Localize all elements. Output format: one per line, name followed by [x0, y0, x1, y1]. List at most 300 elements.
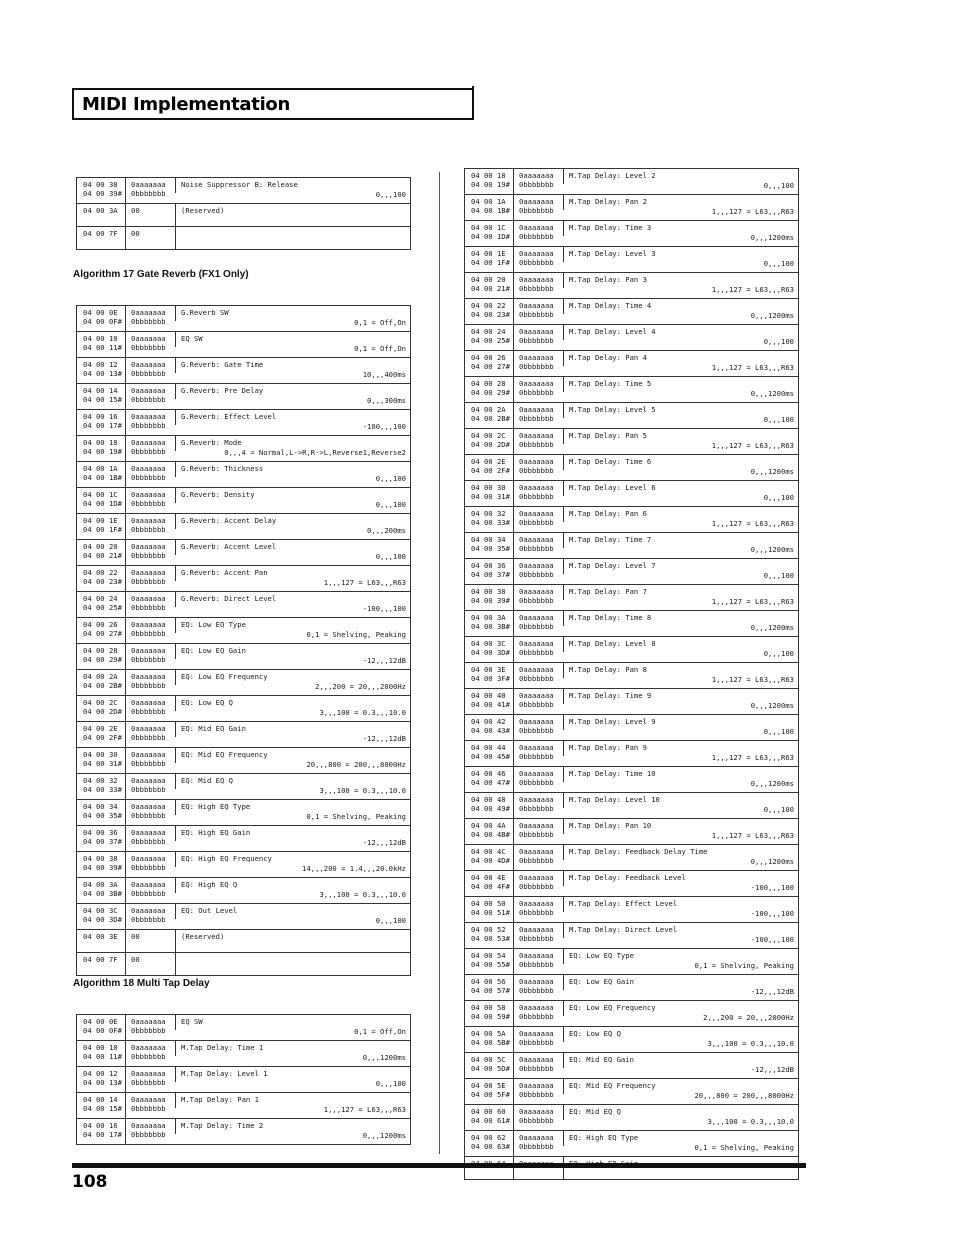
table-row — [465, 1026, 798, 1052]
data-bits-cell: 0aaaaaaa 0bbbbbbb — [519, 301, 554, 319]
data-bits-cell: 0aaaaaaa 0bbbbbbb — [131, 412, 166, 430]
data-bits-cell: 0aaaaaaa 0bbbbbbb — [519, 743, 554, 761]
cell-divider — [125, 566, 126, 591]
address-cell: 04 00 3E 04 00 3F# — [471, 665, 510, 683]
param-table-top — [76, 177, 411, 250]
data-bits-cell: 00 — [131, 955, 140, 964]
table-row — [77, 643, 410, 669]
data-bits-cell: 00 — [131, 229, 140, 238]
cell-divider — [125, 514, 126, 539]
table-row — [77, 226, 410, 249]
data-bits-cell: 0aaaaaaa 0bbbbbbb — [519, 847, 554, 865]
description-cell: M.Tap Delay: Pan 5 — [569, 431, 647, 440]
cell-divider — [563, 663, 564, 678]
description-cell: EQ: High EQ Type — [569, 1133, 639, 1142]
table-row — [77, 383, 410, 409]
value-range-cell: 0,,,1200ms — [362, 1053, 406, 1062]
data-bits-cell: 0aaaaaaa 0bbbbbbb — [131, 594, 166, 612]
address-cell: 04 00 16 04 00 17# — [83, 1121, 122, 1139]
data-bits-cell: 0aaaaaaa 0bbbbbbb — [519, 665, 554, 683]
data-bits-cell: 0aaaaaaa 0bbbbbbb — [519, 405, 554, 423]
cell-divider — [125, 722, 126, 747]
data-bits-cell: 0aaaaaaa 0bbbbbbb — [519, 171, 554, 189]
data-bits-cell: 0aaaaaaa 0bbbbbbb — [131, 854, 166, 872]
address-cell: 04 00 46 04 00 47# — [471, 769, 510, 787]
description-cell: (Reserved) — [181, 206, 225, 215]
table-row — [77, 799, 410, 825]
data-bits-cell: 0aaaaaaa 0bbbbbbb — [519, 1003, 554, 1021]
cell-divider — [125, 178, 126, 203]
data-bits-cell: 0aaaaaaa 0bbbbbbb — [131, 1043, 166, 1061]
description-cell: M.Tap Delay: Pan 3 — [569, 275, 647, 284]
data-bits-cell: 0aaaaaaa 0bbbbbbb — [131, 180, 166, 198]
cell-divider — [125, 774, 126, 799]
cell-divider — [175, 384, 176, 399]
cell-divider — [125, 904, 126, 929]
table-bottom-rule — [77, 975, 410, 976]
value-range-cell: 0,,,1200ms — [750, 233, 794, 242]
table-row — [465, 844, 798, 870]
cell-divider — [563, 975, 564, 990]
table-row — [77, 695, 410, 721]
table-bottom-rule — [77, 1144, 410, 1145]
description-cell: M.Tap Delay: Level 9 — [569, 717, 656, 726]
data-bits-cell: 0aaaaaaa 0bbbbbbb — [131, 360, 166, 378]
description-cell: EQ: Low EQ Type — [181, 620, 246, 629]
address-cell: 04 00 10 04 00 11# — [83, 1043, 122, 1061]
cell-divider — [513, 949, 514, 974]
cell-divider — [175, 878, 176, 893]
description-cell: M.Tap Delay: Level 10 — [569, 795, 660, 804]
cell-divider — [125, 227, 126, 249]
table-row — [465, 1078, 798, 1104]
cell-divider — [125, 953, 126, 975]
cell-divider — [563, 715, 564, 730]
description-cell: G.Reverb: Accent Pan — [181, 568, 268, 577]
description-cell: M.Tap Delay: Level 5 — [569, 405, 656, 414]
data-bits-cell: 0aaaaaaa 0bbbbbbb — [131, 308, 166, 326]
address-cell: 04 00 24 04 00 25# — [471, 327, 510, 345]
cell-divider — [513, 845, 514, 870]
cell-divider — [175, 592, 176, 607]
cell-divider — [563, 1157, 564, 1179]
address-cell: 04 00 3C 04 00 3D# — [83, 906, 122, 924]
cell-divider — [563, 507, 564, 522]
cell-divider — [125, 332, 126, 357]
description-cell: EQ: Low EQ Frequency — [181, 672, 268, 681]
data-bits-cell: 0aaaaaaa 0bbbbbbb — [131, 1121, 166, 1139]
table-row — [77, 747, 410, 773]
table-row — [77, 721, 410, 747]
address-cell: 04 00 4C 04 00 4D# — [471, 847, 510, 865]
value-range-cell: 0,,,4 = Normal,L->R,R->L,Reverse1,Reverse2 — [224, 448, 406, 457]
data-bits-cell: 0aaaaaaa 0bbbbbbb — [519, 275, 554, 293]
param-table-alg18 — [76, 1014, 411, 1145]
table-row — [77, 1118, 410, 1144]
table-row — [465, 610, 798, 636]
cell-divider — [563, 845, 564, 860]
cell-divider — [513, 351, 514, 376]
table-row — [465, 506, 798, 532]
table-row — [465, 376, 798, 402]
data-bits-cell: 0aaaaaaa 0bbbbbbb — [519, 1107, 554, 1125]
data-bits-cell: 0aaaaaaa 0bbbbbbb — [131, 620, 166, 638]
address-cell: 04 00 28 04 00 29# — [83, 646, 122, 664]
table-row — [77, 877, 410, 903]
description-cell: M.Tap Delay: Level 7 — [569, 561, 656, 570]
data-bits-cell: 0aaaaaaa 0bbbbbbb — [131, 906, 166, 924]
value-range-cell: -12,,,12dB — [362, 734, 406, 743]
cell-divider — [513, 507, 514, 532]
cell-divider — [563, 871, 564, 886]
cell-divider — [513, 1053, 514, 1078]
description-cell: G.Reverb: Accent Level — [181, 542, 277, 551]
cell-divider — [175, 1093, 176, 1108]
data-bits-cell: 0aaaaaaa 0bbbbbbb — [519, 1029, 554, 1047]
cell-divider — [513, 481, 514, 506]
data-bits-cell: 0aaaaaaa 0bbbbbbb — [519, 639, 554, 657]
description-cell: EQ: Low EQ Gain — [569, 977, 634, 986]
value-range-cell: 0,,,1200ms — [750, 545, 794, 554]
table-bottom-rule — [465, 1179, 798, 1180]
address-cell: 04 00 38 04 00 39# — [83, 854, 122, 872]
address-cell: 04 00 0E 04 00 0F# — [83, 308, 122, 326]
data-bits-cell: 0aaaaaaa 0bbbbbbb — [131, 542, 166, 560]
table-bottom-rule — [77, 249, 410, 250]
address-cell: 04 00 48 04 00 49# — [471, 795, 510, 813]
address-cell: 04 00 36 04 00 37# — [471, 561, 510, 579]
table-alg18 — [76, 1014, 411, 1145]
data-bits-cell: 0aaaaaaa 0bbbbbbb — [519, 587, 554, 605]
cell-divider — [513, 819, 514, 844]
data-bits-cell: 0aaaaaaa 0bbbbbbb — [519, 873, 554, 891]
address-cell: 04 00 7F — [83, 229, 118, 238]
address-cell: 04 00 10 04 00 11# — [83, 334, 122, 352]
description-cell: M.Tap Delay: Pan 9 — [569, 743, 647, 752]
address-cell: 04 00 24 04 00 25# — [83, 594, 122, 612]
description-cell: G.Reverb: Effect Level — [181, 412, 277, 421]
description-cell: M.Tap Delay: Pan 10 — [569, 821, 652, 830]
cell-divider — [125, 852, 126, 877]
cell-divider — [175, 227, 176, 249]
data-bits-cell: 0aaaaaaa 0bbbbbbb — [519, 795, 554, 813]
data-bits-cell: 0aaaaaaa 0bbbbbbb — [519, 1081, 554, 1099]
cell-divider — [125, 540, 126, 565]
cell-divider — [563, 403, 564, 418]
cell-divider — [513, 585, 514, 610]
value-range-cell: 0,,,100 — [375, 500, 406, 509]
cell-divider — [563, 351, 564, 366]
value-range-cell: 0,,,100 — [763, 805, 794, 814]
description-cell: M.Tap Delay: Feedback Level — [569, 873, 686, 882]
cell-divider — [125, 462, 126, 487]
table-row — [77, 617, 410, 643]
table-row — [77, 331, 410, 357]
value-range-cell: 3,,,100 = 0.3,,,10.0 — [707, 1039, 794, 1048]
description-cell: EQ: High EQ Frequency — [181, 854, 272, 863]
address-cell: 04 00 12 04 00 13# — [83, 1069, 122, 1087]
cell-divider — [563, 767, 564, 782]
address-cell: 04 00 36 04 00 37# — [83, 828, 122, 846]
value-range-cell: 0,,,1200ms — [750, 779, 794, 788]
value-range-cell: -12,,,12dB — [362, 656, 406, 665]
table-row — [77, 177, 410, 203]
address-cell: 04 00 14 04 00 15# — [83, 386, 122, 404]
value-range-cell: 0,,,100 — [763, 415, 794, 424]
address-cell: 04 00 60 04 00 61# — [471, 1107, 510, 1125]
value-range-cell: 1,,,127 = L63,,,R63 — [711, 597, 794, 606]
cell-divider — [125, 306, 126, 331]
table-row — [465, 168, 798, 194]
description-cell: EQ: Low EQ Q — [569, 1029, 621, 1038]
data-bits-cell: 0aaaaaaa 0bbbbbbb — [131, 646, 166, 664]
table-row — [465, 766, 798, 792]
cell-divider — [125, 878, 126, 903]
data-bits-cell: 00 — [131, 932, 140, 941]
value-range-cell: 0,,,100 — [763, 259, 794, 268]
value-range-cell: 3,,,100 = 0.3,,,10.0 — [707, 1117, 794, 1126]
cell-divider — [175, 566, 176, 581]
description-cell: M.Tap Delay: Pan 6 — [569, 509, 647, 518]
cell-divider — [513, 1131, 514, 1156]
data-bits-cell: 0aaaaaaa 0bbbbbbb — [519, 535, 554, 553]
cell-divider — [175, 670, 176, 685]
cell-divider — [513, 663, 514, 688]
cell-divider — [175, 930, 176, 952]
table-row — [77, 929, 410, 952]
cell-divider — [125, 1015, 126, 1040]
value-range-cell: 0,,,1200ms — [750, 701, 794, 710]
address-cell: 04 00 54 04 00 55# — [471, 951, 510, 969]
address-cell: 04 00 1E 04 00 1F# — [471, 249, 510, 267]
cell-divider — [513, 689, 514, 714]
cell-divider — [125, 670, 126, 695]
address-cell: 04 00 14 04 00 15# — [83, 1095, 122, 1113]
value-range-cell: 14,,,200 = 1.4,,,20.0kHz — [302, 864, 406, 873]
table-row — [465, 974, 798, 1000]
cell-divider — [563, 1131, 564, 1146]
cell-divider — [513, 741, 514, 766]
cell-divider — [125, 826, 126, 851]
description-cell: M.Tap Delay: Pan 8 — [569, 665, 647, 674]
address-cell: 04 00 20 04 00 21# — [471, 275, 510, 293]
value-range-cell: -100,,,100 — [362, 604, 406, 613]
cell-divider — [175, 1041, 176, 1056]
description-cell: G.Reverb: Density — [181, 490, 255, 499]
table-row — [465, 480, 798, 506]
cell-divider — [175, 514, 176, 529]
description-cell: EQ SW — [181, 334, 203, 343]
cell-divider — [563, 247, 564, 262]
value-range-cell: 0,,,200ms — [367, 526, 406, 535]
data-bits-cell: 0aaaaaaa 0bbbbbbb — [131, 568, 166, 586]
cell-divider — [563, 1001, 564, 1016]
table-row — [77, 435, 410, 461]
cell-divider — [175, 332, 176, 347]
table-row — [465, 1000, 798, 1026]
cell-divider — [125, 436, 126, 461]
value-range-cell: 0,,,100 — [375, 552, 406, 561]
value-range-cell: -100,,,100 — [750, 883, 794, 892]
address-cell: 04 00 22 04 00 23# — [83, 568, 122, 586]
data-bits-cell: 0aaaaaaa 0bbbbbbb — [519, 769, 554, 787]
description-cell: Noise Suppressor B: Release — [181, 180, 298, 189]
cell-divider — [175, 358, 176, 373]
table-row — [77, 461, 410, 487]
address-cell: 04 00 20 04 00 21# — [83, 542, 122, 560]
data-bits-cell: 0aaaaaaa 0bbbbbbb — [519, 613, 554, 631]
address-cell: 04 00 4E 04 00 4F# — [471, 873, 510, 891]
table-row — [465, 714, 798, 740]
address-cell: 04 00 2C 04 00 2D# — [83, 698, 122, 716]
value-range-cell: -12,,,12dB — [750, 1065, 794, 1074]
value-range-cell: 0,,,100 — [375, 916, 406, 925]
description-cell: EQ: High EQ Gain — [181, 828, 251, 837]
data-bits-cell: 0aaaaaaa 0bbbbbbb — [131, 1017, 166, 1035]
address-cell: 04 00 4A 04 00 4B# — [471, 821, 510, 839]
address-cell: 04 00 50 04 00 51# — [471, 899, 510, 917]
data-bits-cell: 0aaaaaaa 0bbbbbbb — [519, 249, 554, 267]
cell-divider — [513, 1105, 514, 1130]
value-range-cell: -12,,,12dB — [750, 987, 794, 996]
data-bits-cell: 0aaaaaaa 0bbbbbbb — [131, 334, 166, 352]
cell-divider — [175, 178, 176, 193]
table-row — [465, 246, 798, 272]
table-row — [77, 1092, 410, 1118]
value-range-cell: 20,,,800 = 200,,,8000Hz — [306, 760, 406, 769]
value-range-cell: 1,,,127 = L63,,,R63 — [323, 1105, 406, 1114]
table-row — [465, 896, 798, 922]
cell-divider — [513, 975, 514, 1000]
data-bits-cell: 0aaaaaaa 0bbbbbbb — [519, 899, 554, 917]
cell-divider — [513, 247, 514, 272]
cell-divider — [175, 462, 176, 477]
description-cell: G.Reverb SW — [181, 308, 229, 317]
table-row — [77, 952, 410, 975]
value-range-cell: -100,,,100 — [362, 422, 406, 431]
table-row — [465, 194, 798, 220]
cell-divider — [563, 533, 564, 548]
value-range-cell: 0,,,100 — [375, 474, 406, 483]
description-cell: M.Tap Delay: Level 6 — [569, 483, 656, 492]
table-row — [77, 1014, 410, 1040]
data-bits-cell: 0aaaaaaa 0bbbbbbb — [519, 457, 554, 475]
address-cell: 04 00 1C 04 00 1D# — [471, 223, 510, 241]
data-bits-cell: 0aaaaaaa 0bbbbbbb — [519, 1133, 554, 1151]
table-row — [77, 357, 410, 383]
cell-divider — [125, 930, 126, 952]
cell-divider — [563, 377, 564, 392]
cell-divider — [563, 273, 564, 288]
address-cell: 04 00 2A 04 00 2B# — [83, 672, 122, 690]
address-cell: 04 00 30 04 00 31# — [471, 483, 510, 501]
cell-divider — [125, 358, 126, 383]
cell-divider — [563, 637, 564, 652]
address-cell: 04 00 22 04 00 23# — [471, 301, 510, 319]
value-range-cell: 0,,,1200ms — [750, 467, 794, 476]
table-row — [465, 792, 798, 818]
address-cell: 04 00 34 04 00 35# — [83, 802, 122, 820]
value-range-cell: 1,,,127 = L63,,,R63 — [711, 285, 794, 294]
address-cell: 04 00 2A 04 00 2B# — [471, 405, 510, 423]
data-bits-cell: 0aaaaaaa 0bbbbbbb — [131, 776, 166, 794]
value-range-cell: -100,,,100 — [750, 935, 794, 944]
address-cell: 04 00 18 04 00 19# — [471, 171, 510, 189]
table-row — [465, 324, 798, 350]
cell-divider — [563, 689, 564, 704]
cell-divider — [563, 949, 564, 964]
cell-divider — [125, 384, 126, 409]
table-row — [77, 203, 410, 226]
table-row — [77, 851, 410, 877]
cell-divider — [563, 1105, 564, 1120]
description-cell: M.Tap Delay: Pan 1 — [181, 1095, 259, 1104]
description-cell: EQ: Mid EQ Frequency — [569, 1081, 656, 1090]
data-bits-cell: 0aaaaaaa 0bbbbbbb — [519, 197, 554, 215]
table-row — [465, 1130, 798, 1156]
cell-divider — [175, 1119, 176, 1134]
address-cell: 04 00 28 04 00 29# — [471, 379, 510, 397]
table-alg17 — [76, 305, 411, 976]
description-cell: EQ: Low EQ Type — [569, 951, 634, 960]
cell-divider — [125, 592, 126, 617]
value-range-cell: 0,,,100 — [375, 190, 406, 199]
cell-divider — [125, 618, 126, 643]
address-cell: 04 00 58 04 00 59# — [471, 1003, 510, 1021]
table-row — [465, 350, 798, 376]
cell-divider — [513, 897, 514, 922]
value-range-cell: 3,,,100 = 0.3,,,10.0 — [319, 708, 406, 717]
description-cell: M.Tap Delay: Level 1 — [181, 1069, 268, 1078]
cell-divider — [125, 748, 126, 773]
value-range-cell: 1,,,127 = L63,,,R63 — [711, 675, 794, 684]
param-table-right — [464, 168, 799, 1180]
table-row — [465, 922, 798, 948]
cell-divider — [513, 1027, 514, 1052]
cell-divider — [125, 644, 126, 669]
cell-divider — [175, 904, 176, 919]
description-cell: EQ: Low EQ Q — [181, 698, 233, 707]
cell-divider — [513, 767, 514, 792]
data-bits-cell: 0aaaaaaa 0bbbbbbb — [519, 691, 554, 709]
value-range-cell: 0,,,300ms — [367, 396, 406, 405]
address-cell: 04 00 32 04 00 33# — [83, 776, 122, 794]
heading-algorithm-18: Algorithm 18 Multi Tap Delay — [73, 978, 210, 989]
table-row — [77, 903, 410, 929]
description-cell: EQ: Mid EQ Frequency — [181, 750, 268, 759]
table-row — [465, 662, 798, 688]
address-cell: 04 00 26 04 00 27# — [83, 620, 122, 638]
section-title-box — [72, 88, 474, 120]
address-cell: 04 00 34 04 00 35# — [471, 535, 510, 553]
data-bits-cell: 0aaaaaaa 0bbbbbbb — [519, 717, 554, 735]
description-cell: M.Tap Delay: Time 2 — [181, 1121, 264, 1130]
cell-divider — [125, 1119, 126, 1144]
description-cell: (Reserved) — [181, 932, 225, 941]
description-cell: EQ SW — [181, 1017, 203, 1026]
data-bits-cell: 0aaaaaaa 0bbbbbbb — [131, 672, 166, 690]
address-cell: 04 00 2E 04 00 2F# — [83, 724, 122, 742]
cell-divider — [513, 325, 514, 350]
description-cell: EQ: Mid EQ Q — [569, 1107, 621, 1116]
footer-rule — [72, 1163, 806, 1168]
table-row — [465, 532, 798, 558]
table-row — [465, 584, 798, 610]
cell-divider — [175, 748, 176, 763]
cell-divider — [513, 637, 514, 662]
value-range-cell: -100,,,100 — [750, 909, 794, 918]
description-cell: G.Reverb: Accent Delay — [181, 516, 277, 525]
